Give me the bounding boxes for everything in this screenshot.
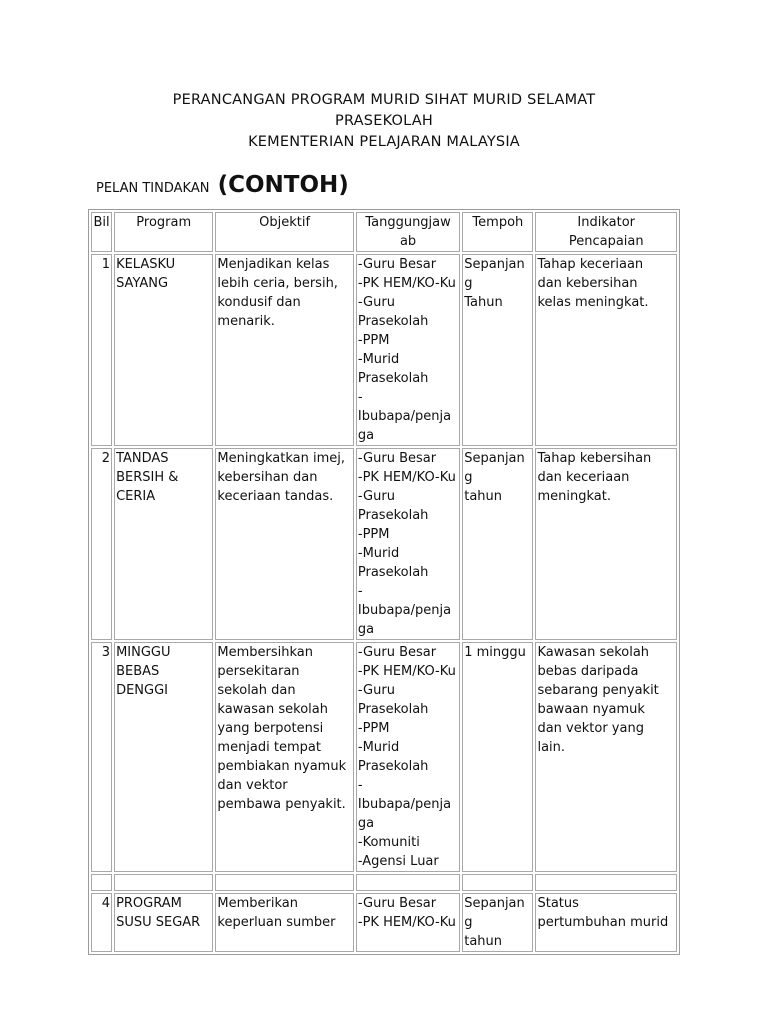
- section-heading: [96, 172, 349, 198]
- indikator-cell: [535, 254, 677, 446]
- cell-line: bebas daripada: [537, 664, 639, 679]
- cell-line: menarik.: [217, 314, 275, 329]
- bil-cell: 3: [91, 642, 112, 872]
- table-spacer-row: [91, 874, 677, 891]
- cell-line: yang berpotensi: [217, 721, 324, 736]
- tempoh-cell: [462, 448, 533, 640]
- action-plan-table: [88, 209, 680, 955]
- cell-line: BEBAS: [116, 664, 160, 679]
- tanggungjawab-cell: [356, 642, 460, 872]
- table-row: [91, 893, 677, 952]
- cell-line: 1 minggu: [464, 645, 526, 660]
- indikator-cell: [535, 448, 677, 640]
- cell-line: Menjadikan kelas: [217, 257, 330, 272]
- table-row: [91, 642, 677, 872]
- program-cell: [114, 893, 213, 952]
- table-row: [91, 448, 677, 640]
- empty-cell: [356, 874, 460, 891]
- empty-cell: [462, 874, 533, 891]
- bil-cell: 2: [91, 448, 112, 640]
- bil-cell: 1: [91, 254, 112, 446]
- cell-line: -PK HEM/KO-Ku: [357, 276, 456, 291]
- cell-line: -PPM: [357, 333, 390, 348]
- cell-line: -Guru Besar: [357, 451, 437, 466]
- cell-line: -PPM: [357, 721, 390, 736]
- table-header-row: [91, 212, 677, 252]
- cell-line: -Murid: [357, 352, 400, 367]
- cell-line: tahun: [464, 489, 503, 504]
- cell-line: kondusif dan: [217, 295, 301, 310]
- cell-line: Prasekolah: [357, 702, 429, 717]
- program-cell: [114, 642, 213, 872]
- title-line-2: PRASEKOLAH: [335, 113, 433, 129]
- cell-line: Ibubapa/penja: [357, 409, 452, 424]
- cell-line: pertumbuhan murid: [537, 915, 669, 930]
- cell-line: TANDAS: [116, 451, 169, 466]
- header-tanggungjawab: Tanggungjaw ab: [356, 212, 460, 252]
- cell-line: -Murid: [357, 546, 400, 561]
- header-tempoh: Tempoh: [462, 212, 533, 252]
- cell-line: BERSIH &: [116, 470, 179, 485]
- cell-line: dan kebersihan: [537, 276, 638, 291]
- indikator-cell: [535, 893, 677, 952]
- cell-line: -PPM: [357, 527, 390, 542]
- header-program: Program: [114, 212, 213, 252]
- tanggungjawab-cell: [356, 448, 460, 640]
- cell-line: meningkat.: [537, 489, 611, 504]
- objektif-cell: [215, 642, 353, 872]
- cell-line: CERIA: [116, 489, 156, 504]
- title-line-1: PERANCANGAN PROGRAM MURID SIHAT MURID SELAMAT: [172, 92, 596, 108]
- cell-line: -Komuniti: [357, 835, 420, 850]
- cell-line: kebersihan dan: [217, 470, 318, 485]
- cell-line: sebarang penyakit: [537, 683, 659, 698]
- cell-line: Prasekolah: [357, 565, 429, 580]
- objektif-cell: [215, 448, 353, 640]
- cell-line: Sepanjang: [464, 451, 525, 485]
- cell-line: -: [357, 584, 363, 599]
- cell-line: MINGGU: [116, 645, 171, 660]
- tempoh-cell: [462, 893, 533, 952]
- cell-line: ga: [357, 428, 375, 443]
- header-bil: Bil: [91, 212, 112, 252]
- cell-line: Sepanjang: [464, 896, 525, 930]
- cell-line: -: [357, 778, 363, 793]
- objektif-cell: [215, 254, 353, 446]
- cell-line: Status: [537, 896, 579, 911]
- cell-line: dan vektor yang: [537, 721, 644, 736]
- program-cell: [114, 254, 213, 446]
- cell-line: Memberikan: [217, 896, 298, 911]
- cell-line: -PK HEM/KO-Ku: [357, 915, 456, 930]
- cell-line: Ibubapa/penja: [357, 797, 452, 812]
- cell-line: Tahap keceriaan: [537, 257, 644, 272]
- cell-line: Membersihkan: [217, 645, 314, 660]
- cell-line: lain.: [537, 740, 566, 755]
- cell-line: pembiakan nyamuk: [217, 759, 347, 774]
- cell-line: Sepanjang: [464, 257, 525, 291]
- cell-line: keperluan sumber: [217, 915, 336, 930]
- objektif-cell: [215, 893, 353, 952]
- cell-line: -Guru: [357, 295, 395, 310]
- header-indikator: Indikator Pencapaian: [535, 212, 677, 252]
- header-objektif: Objektif: [215, 212, 353, 252]
- cell-line: persekitaran: [217, 664, 300, 679]
- cell-line: dan vektor: [217, 778, 288, 793]
- cell-line: SAYANG: [116, 276, 169, 291]
- cell-line: kelas meningkat.: [537, 295, 649, 310]
- cell-line: -Guru Besar: [357, 257, 437, 272]
- cell-line: Prasekolah: [357, 371, 429, 386]
- cell-line: Meningkatkan imej,: [217, 451, 345, 466]
- empty-cell: [215, 874, 353, 891]
- tempoh-cell: [462, 254, 533, 446]
- cell-line: DENGGI: [116, 683, 168, 698]
- cell-line: -Guru Besar: [357, 896, 437, 911]
- cell-line: Tahun: [464, 295, 503, 310]
- cell-line: tahun: [464, 934, 503, 949]
- section-label: PELAN TINDAKAN: [96, 181, 210, 196]
- cell-line: pembawa penyakit.: [217, 797, 346, 812]
- cell-line: Kawasan sekolah: [537, 645, 650, 660]
- empty-cell: [91, 874, 112, 891]
- cell-line: dan keceriaan: [537, 470, 630, 485]
- cell-line: -Guru: [357, 489, 395, 504]
- cell-line: -Murid: [357, 740, 400, 755]
- cell-line: sekolah dan: [217, 683, 296, 698]
- cell-line: -: [357, 390, 363, 405]
- cell-line: Prasekolah: [357, 314, 429, 329]
- cell-line: SUSU SEGAR: [116, 915, 201, 930]
- cell-line: keceriaan tandas.: [217, 489, 334, 504]
- cell-line: Tahap kebersihan: [537, 451, 652, 466]
- cell-line: -Agensi Luar: [357, 854, 439, 869]
- cell-line: menjadi tempat: [217, 740, 321, 755]
- cell-line: Ibubapa/penja: [357, 603, 452, 618]
- cell-line: Prasekolah: [357, 759, 429, 774]
- title-line-3: KEMENTERIAN PELAJARAN MALAYSIA: [248, 134, 520, 150]
- tanggungjawab-cell: [356, 893, 460, 952]
- indikator-cell: [535, 642, 677, 872]
- tempoh-cell: [462, 642, 533, 872]
- cell-line: ga: [357, 622, 375, 637]
- empty-cell: [535, 874, 677, 891]
- empty-cell: [114, 874, 213, 891]
- cell-line: Prasekolah: [357, 508, 429, 523]
- cell-line: bawaan nyamuk: [537, 702, 645, 717]
- cell-line: -PK HEM/KO-Ku: [357, 664, 456, 679]
- tanggungjawab-cell: [356, 254, 460, 446]
- cell-line: kawasan sekolah: [217, 702, 328, 717]
- cell-line: PROGRAM: [116, 896, 182, 911]
- table-row: [91, 254, 677, 446]
- cell-line: KELASKU: [116, 257, 176, 272]
- cell-line: -Guru Besar: [357, 645, 437, 660]
- section-tag: (CONTOH): [217, 172, 349, 198]
- program-cell: [114, 448, 213, 640]
- cell-line: ga: [357, 816, 375, 831]
- cell-line: -PK HEM/KO-Ku: [357, 470, 456, 485]
- cell-line: -Guru: [357, 683, 395, 698]
- document-title: [0, 90, 768, 153]
- cell-line: lebih ceria, bersih,: [217, 276, 338, 291]
- bil-cell: 4: [91, 893, 112, 952]
